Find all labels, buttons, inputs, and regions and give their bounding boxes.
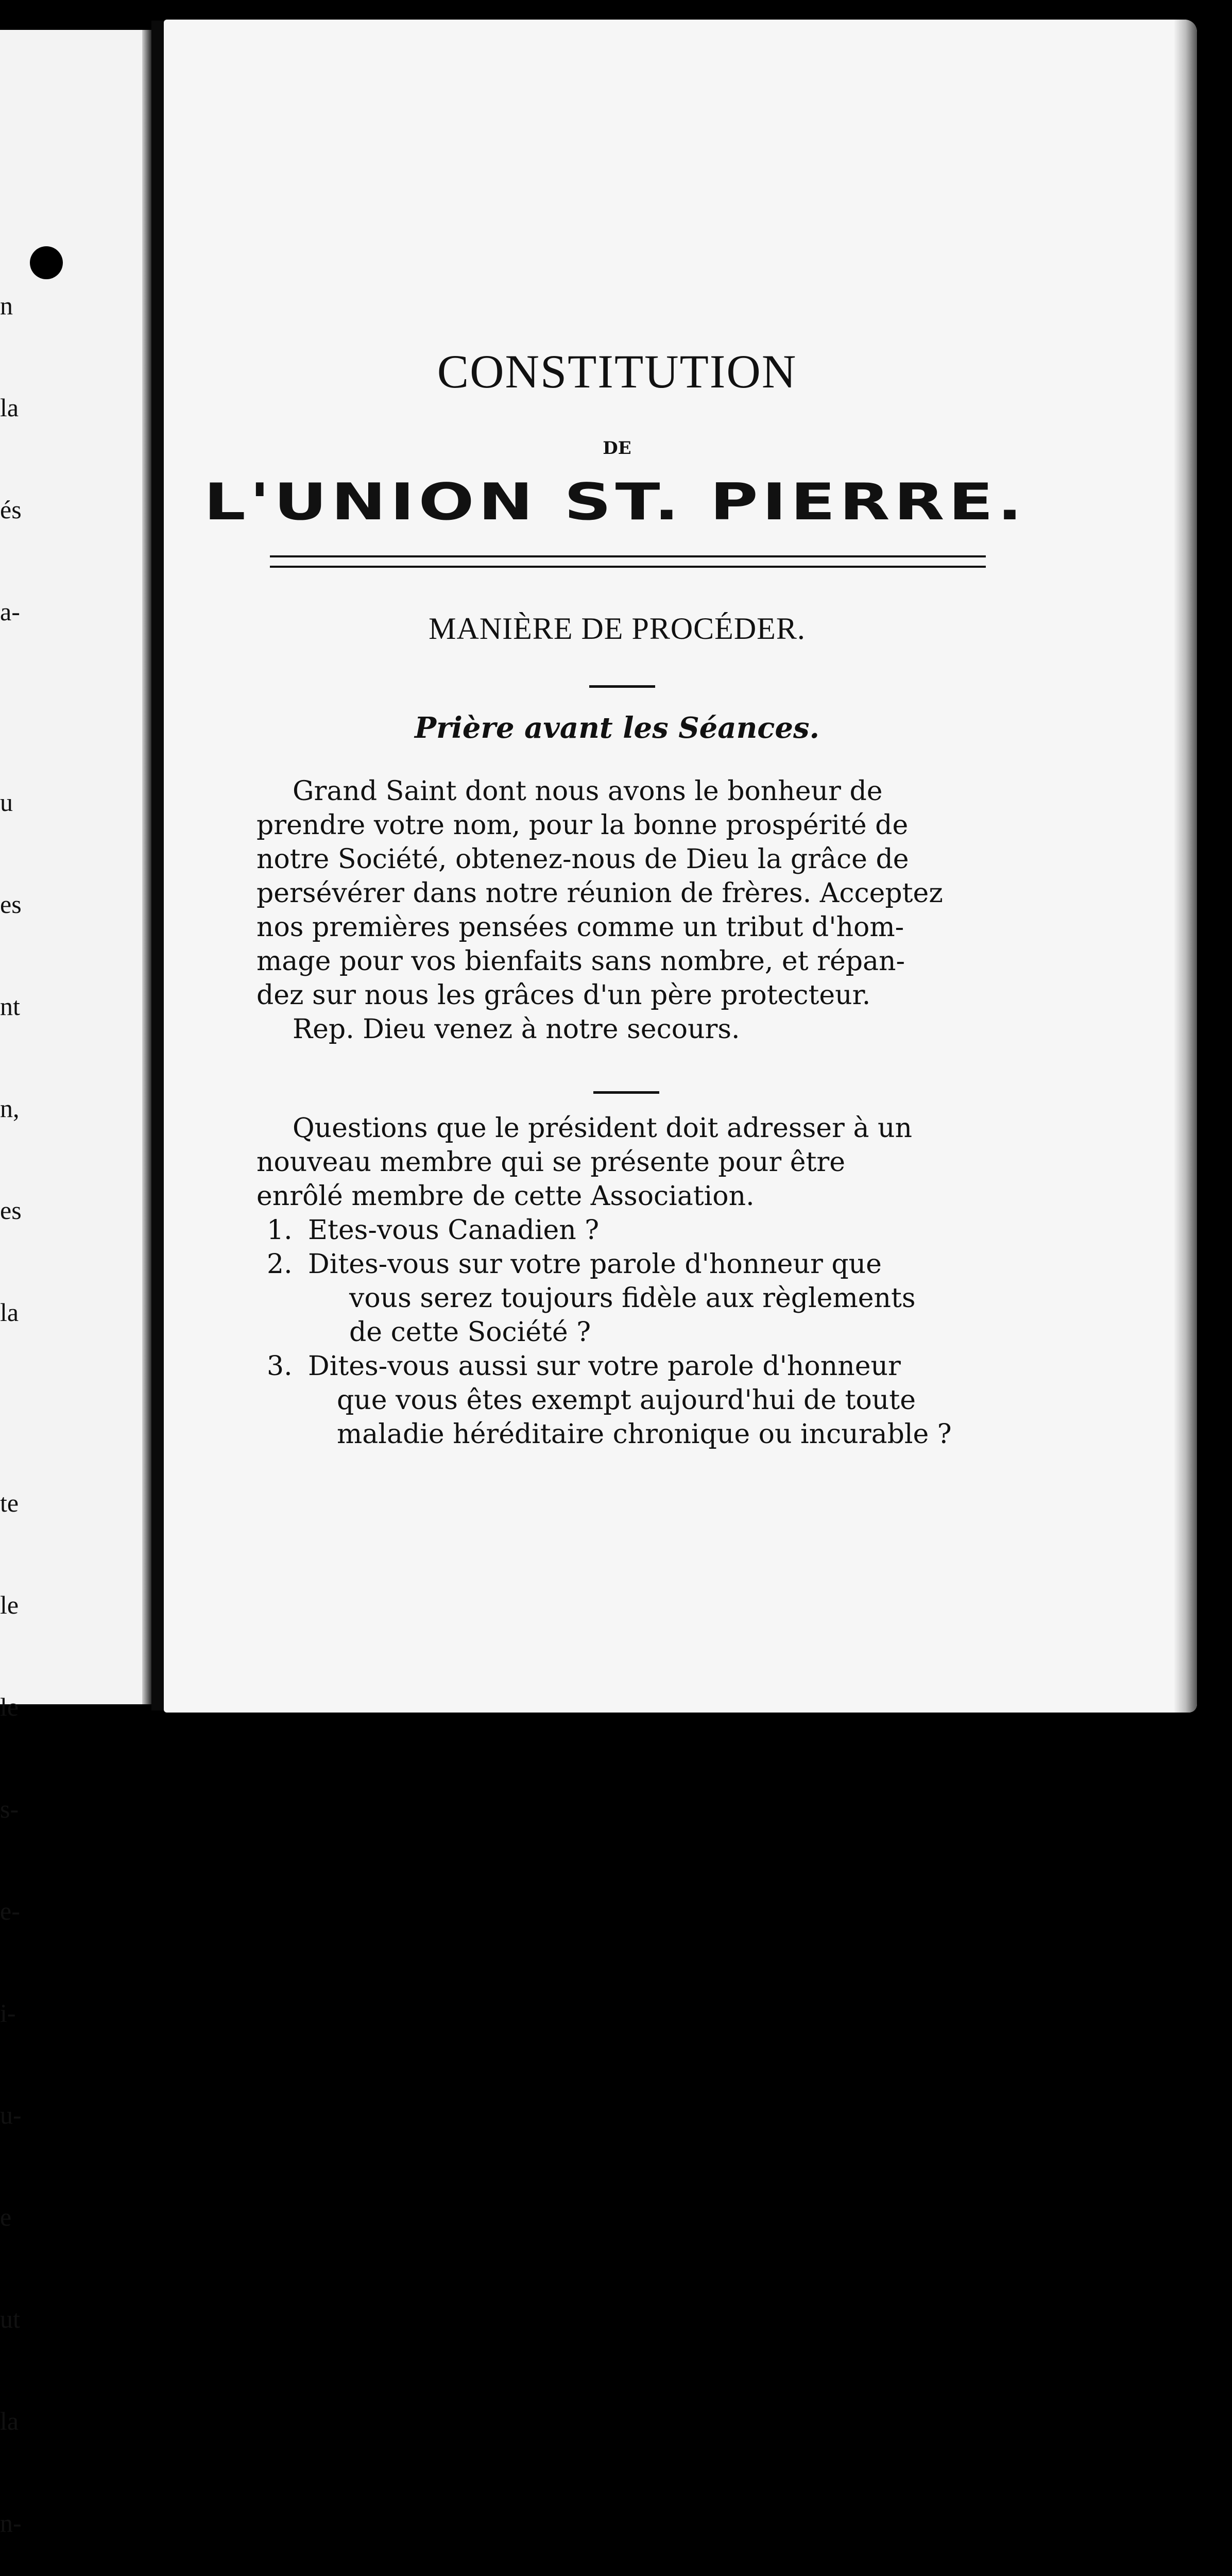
- fragment: la: [0, 393, 19, 422]
- question-text: Dites-vous aussi sur votre parole d'honneur: [308, 1351, 901, 1382]
- question-text-continued: que vous êtes exempt aujourd'hui de toute: [337, 1385, 916, 1416]
- fragment: u-: [0, 2100, 22, 2129]
- question-text-continued: maladie héréditaire chronique ou incurable ?: [337, 1419, 952, 1450]
- fragment: es: [0, 1196, 22, 1225]
- fragment-gap: [0, 1397, 41, 1418]
- fragment: la: [0, 2406, 19, 2435]
- question-text: Etes-vous Canadien ?: [308, 1215, 600, 1246]
- fragment: ut: [0, 2304, 20, 2333]
- fragment: te: [0, 1488, 19, 1517]
- fragment-gap: [0, 697, 41, 717]
- fragment: a-: [0, 597, 20, 626]
- section-divider: [589, 685, 655, 688]
- prayer-heading: Prière avant les Séances.: [414, 711, 820, 745]
- previous-page-text-fragments: [0, 221, 41, 2576]
- fragment: u: [0, 788, 13, 817]
- section-divider: [593, 1091, 659, 1094]
- fragment: e-: [0, 1896, 20, 1925]
- questions-intro-line: nouveau membre qui se présente pour être: [256, 1147, 846, 1178]
- questions-intro-line: enrôlé membre de cette Association.: [256, 1181, 755, 1212]
- fragment: nt: [0, 992, 20, 1021]
- questions-intro-line: Questions que le président doit adresser à un: [293, 1113, 912, 1144]
- question-number: 1.: [267, 1215, 293, 1246]
- society-name: L'UNION ST. PIERRE.: [203, 473, 1026, 532]
- document-page: [164, 20, 1197, 1713]
- question-text: Dites-vous sur votre parole d'honneur que: [308, 1249, 882, 1280]
- question-text-continued: de cette Société ?: [349, 1317, 591, 1348]
- prayer-line: nos premières pensées comme un tribut d'hom-: [256, 912, 904, 943]
- document-title: CONSTITUTION: [437, 345, 797, 398]
- prayer-line: prendre votre nom, pour la bonne prospérité de: [256, 810, 909, 841]
- prayer-line: notre Société, obtenez-nous de Dieu la grâce de: [256, 844, 909, 875]
- double-rule-top: [270, 555, 986, 557]
- fragment: s-: [0, 1794, 19, 1823]
- prayer-response: Rep. Dieu venez à notre secours.: [293, 1014, 740, 1045]
- question-text-continued: vous serez toujours fidèle aux règlements: [349, 1283, 916, 1314]
- prayer-line: persévérer dans notre réunion de frères. Acceptez: [256, 878, 943, 909]
- fragment: i-: [0, 1998, 16, 2027]
- fragment: n-: [0, 2509, 22, 2537]
- prayer-line: dez sur nous les grâces d'un père protecteur.: [256, 980, 871, 1011]
- page-spine-shadow: [142, 30, 151, 1704]
- fragment: e: [0, 2202, 12, 2231]
- fragment: és: [0, 495, 22, 524]
- previous-page-edge: [0, 30, 151, 2537]
- prayer-line: Grand Saint dont nous avons le bonheur de: [293, 776, 883, 807]
- fragment: le: [0, 1590, 19, 1619]
- question-item: [267, 1214, 1091, 1247]
- fragment: n,: [0, 1094, 20, 1123]
- fragment: es: [0, 890, 22, 919]
- fragment: le: [0, 1692, 19, 1721]
- fragment: n: [0, 291, 13, 320]
- question-number: 2.: [267, 1249, 293, 1280]
- title-connector: DE: [603, 438, 631, 459]
- question-item: [267, 1350, 1091, 1383]
- section-title: MANIÈRE DE PROCÉDER.: [429, 612, 806, 646]
- question-number: 3.: [267, 1351, 293, 1382]
- question-item: [267, 1248, 1091, 1281]
- page-edge-shadow: [1174, 20, 1197, 1713]
- double-rule-bottom: [270, 566, 986, 568]
- prayer-line: mage pour vos bienfaits sans nombre, et répan-: [256, 946, 905, 977]
- fragment: la: [0, 1298, 19, 1327]
